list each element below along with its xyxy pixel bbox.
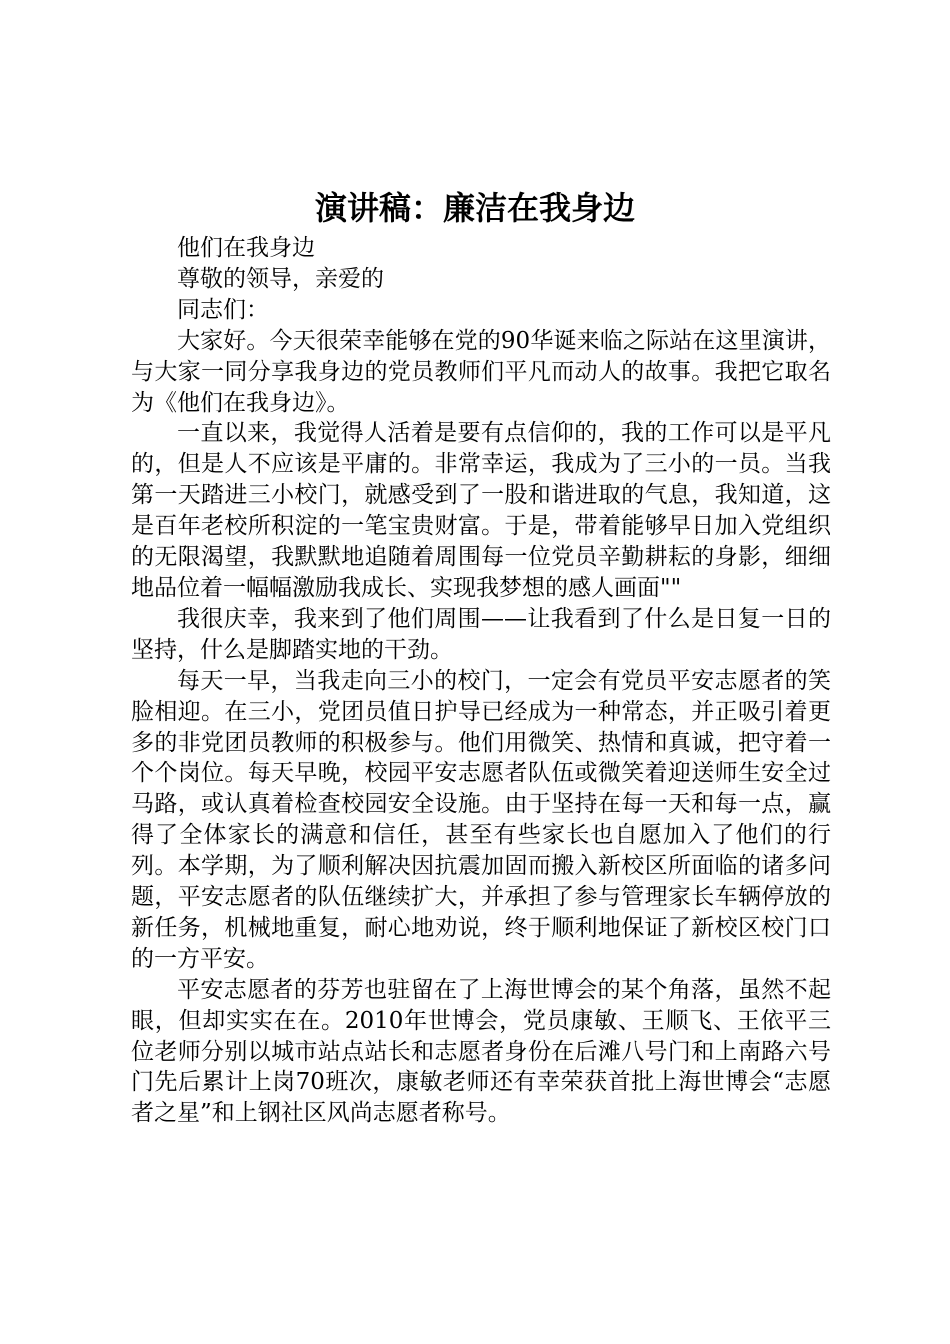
paragraph-belief: 一直以来，我觉得人活着是要有点信仰的，我的工作可以是平凡的，但是人不应该是平庸的。非常幸运，我成为了三小的一员。当我第一天踏进三小校门，就感受到了一股和谐进取的气息，我知道，这是百年老校所积淀的一笔宝贵财富。于是，带着能够早日加入党组织的无限渴望，我默默地追随着周围每一位党员辛勤耕耘的身影，细细地品位着一幅幅激励我成长、实现我梦想的感人画面"" — [131, 420, 831, 601]
paragraph-volunteers: 每天一早，当我走向三小的校门，一定会有党员平安志愿者的笑脸相迎。在三小，党团员值日护导已经成为一种常态，并正吸引着更多的非党团员教师的积极参与。他们用微笑、热情和真诚，把守着一个个岗位。每天早晚，校园平安志愿者队伍或微笑着迎送师生安全过马路，或认真着检查校园安全设施。由于坚持在每一天和每一点，赢得了全体家长的满意和信任，甚至有些家长也自愿加入了他们的行列。本学期，为了顺利解决因抗震加固而搬入新校区所面临的诸多问题，平安志愿者的队伍继续扩大，并承担了参与管理家长车辆停放的新任务，机械地重复，耐心地劝说，终于顺利地保证了新校区校门口的一方平安。 — [131, 667, 831, 972]
document-body — [131, 233, 831, 1129]
paragraph-expo: 平安志愿者的芬芳也驻留在了上海世博会的某个角落，虽然不起眼，但却实实在在。2010年世博会，党员康敏、王顺飞、王依平三位老师分别以城市站点站长和志愿者身份在后滩八号门和上南路六号门先后累计上岗70班次，康敏老师还有幸荣获首批上海世博会“志愿者之星”和上钢社区风尚志愿者称号。 — [131, 976, 831, 1127]
paragraph-heading: 他们在我身边 — [177, 235, 315, 261]
paragraph-gratitude: 我很庆幸，我来到了他们周围——让我看到了什么是日复一日的坚持，什么是脚踏实地的干劲。 — [131, 605, 831, 663]
document-title: 演讲稿：廉洁在我身边 — [314, 189, 635, 227]
paragraph-greeting: 大家好。今天很荣幸能够在党的90华诞来临之际站在这里演讲，与大家一同分享我身边的党员教师们平凡而动人的故事。我把它取名为《他们在我身边》。 — [131, 327, 831, 416]
paragraph-salutation: 尊敬的领导，亲爱的 — [177, 265, 384, 292]
paragraph-salutation-cont: 同志们： — [177, 296, 269, 323]
